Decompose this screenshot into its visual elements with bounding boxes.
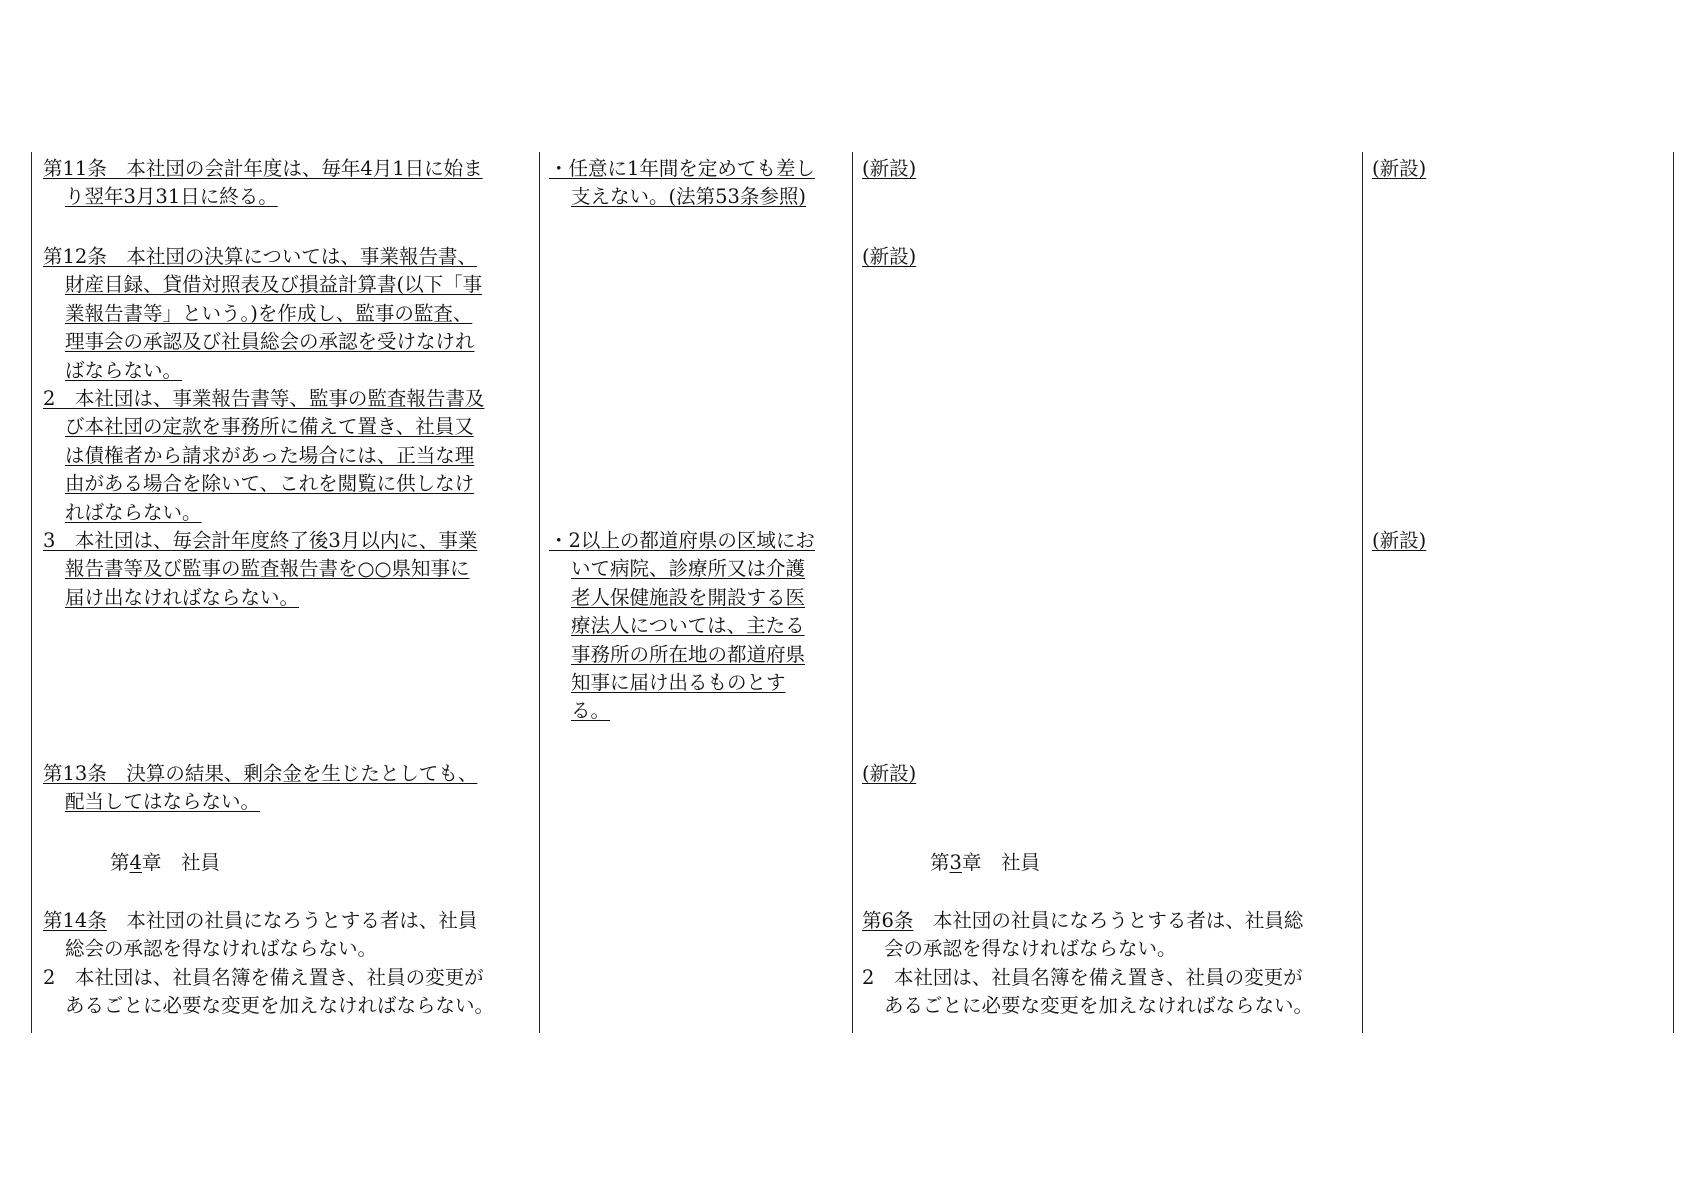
article-14: 第14条 本社団の社員になろうとする者は、社員 総会の承認を得なければならない。 2 本社団は、社員名簿を備え置き、社員の変更が あるごとに必要な変更を加えなければならない。 xyxy=(43,909,495,1018)
column-divider-2 xyxy=(852,152,853,1033)
note-multi-prefecture: ・2以上の都道府県の区域にお いて病院、診療所又は介護 老人保健施設を開設する医 療法人については、主たる 事務所の所在地の都道府県 知事に届け出るものとす る。 xyxy=(549,529,815,723)
column-divider-left xyxy=(31,152,32,1033)
new-provision-label: (新設) xyxy=(862,762,917,785)
new-provision-label: (新設) xyxy=(862,157,917,180)
chapter-3-heading: 第3章 社員 xyxy=(930,851,1040,874)
column-divider-right xyxy=(1673,152,1674,1033)
column-divider-3 xyxy=(1362,152,1363,1033)
article-13: 第13条 決算の結果、剰余金を生じたとしても、 配当してはならない。 xyxy=(43,762,478,814)
column-divider-1 xyxy=(539,152,540,1033)
note-fiscal-year: ・任意に1年間を定めても差し 支えない。(法第53条参照) xyxy=(549,157,815,209)
new-provision-label: (新設) xyxy=(862,245,917,268)
article-11: 第11条 本社団の会計年度は、毎年4月1日に始ま り翌年3月31日に終る。 xyxy=(43,157,483,209)
article-6: 第6条 本社団の社員になろうとする者は、社員総 会の承認を得なければならない。 2 本社団は、社員名簿を備え置き、社員の変更が あるごとに必要な変更を加えなければならない。 xyxy=(862,909,1314,1018)
chapter-4-heading: 第4章 社員 xyxy=(110,851,220,874)
new-provision-label: (新設) xyxy=(1372,529,1427,552)
article-12: 第12条 本社団の決算については、事業報告書、 財産目録、貸借対照表及び損益計算書(以下「事 業報告書等」という。)を作成し、監事の監査、 理事会の承認及び社員総会の承認を受けなけれ ばならない。 2 本社団は、事業報告書等、監事の監査報告書及 び本社団の定款を事務所に備えて置き、社員又 は債権者から請求があった場合には、正当な理 由がある場合を除いて、これを閲覧に供しなけ ればならない。 3 本社団は、毎会計年度終了後3月以内に、事業 報告書等及び監事の監査報告書を○○県知事に 届け出なければならない。 xyxy=(43,245,485,609)
new-provision-label: (新設) xyxy=(1372,157,1427,180)
